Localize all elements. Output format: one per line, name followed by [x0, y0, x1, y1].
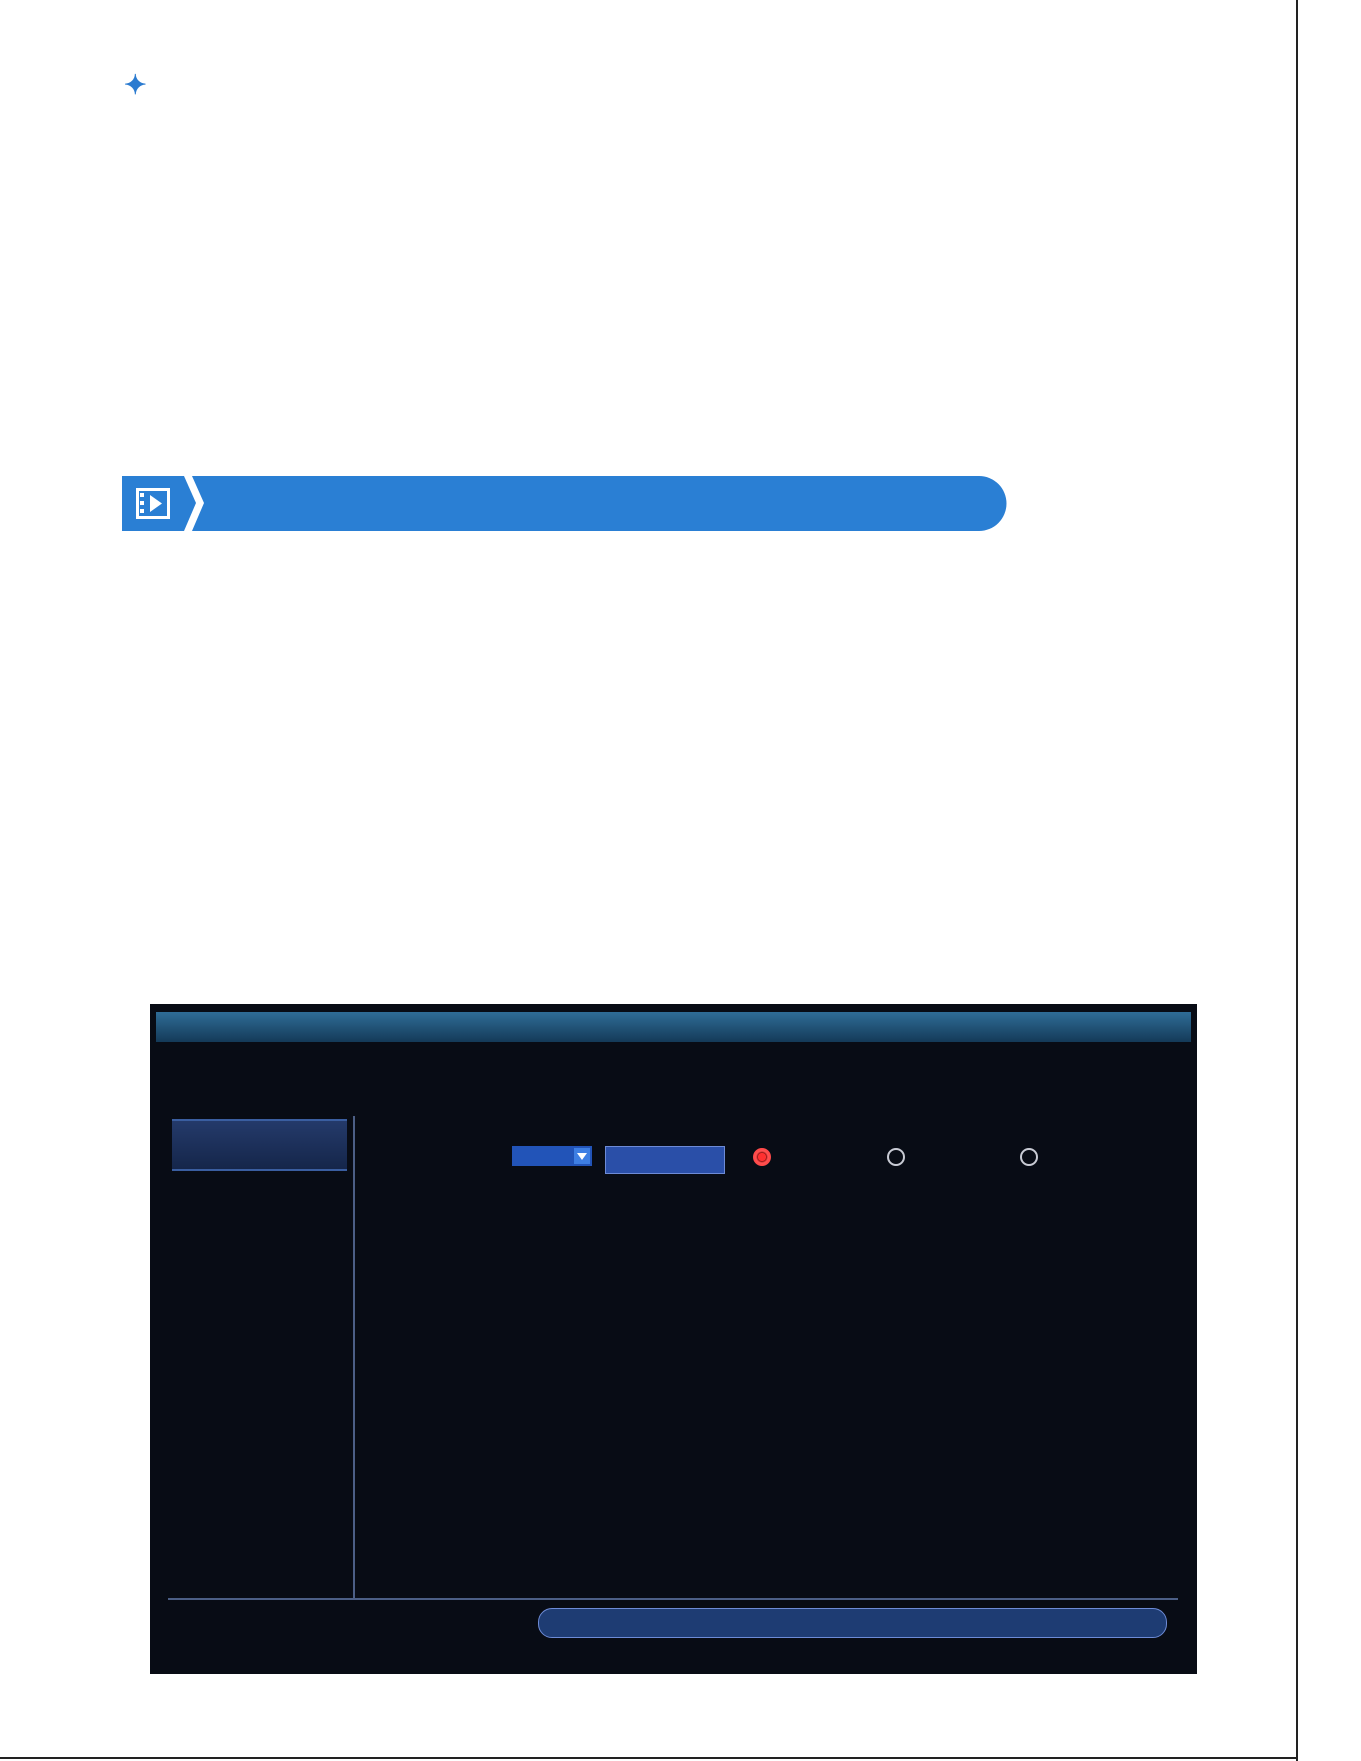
- film-icon: [136, 488, 170, 519]
- record-plan-grid[interactable]: [150, 1004, 1197, 1604]
- sparkle-icon: ✦: [124, 70, 147, 100]
- section-title: [124, 70, 155, 101]
- modes-section: [124, 556, 1264, 560]
- banner-shape: [122, 476, 1009, 531]
- action-buttons: [538, 1608, 1167, 1638]
- banner: [122, 476, 1009, 531]
- page-border-bottom: [0, 1757, 1298, 1759]
- nvr-screenshot: [150, 1004, 1197, 1674]
- page-border-right: [1296, 0, 1298, 1761]
